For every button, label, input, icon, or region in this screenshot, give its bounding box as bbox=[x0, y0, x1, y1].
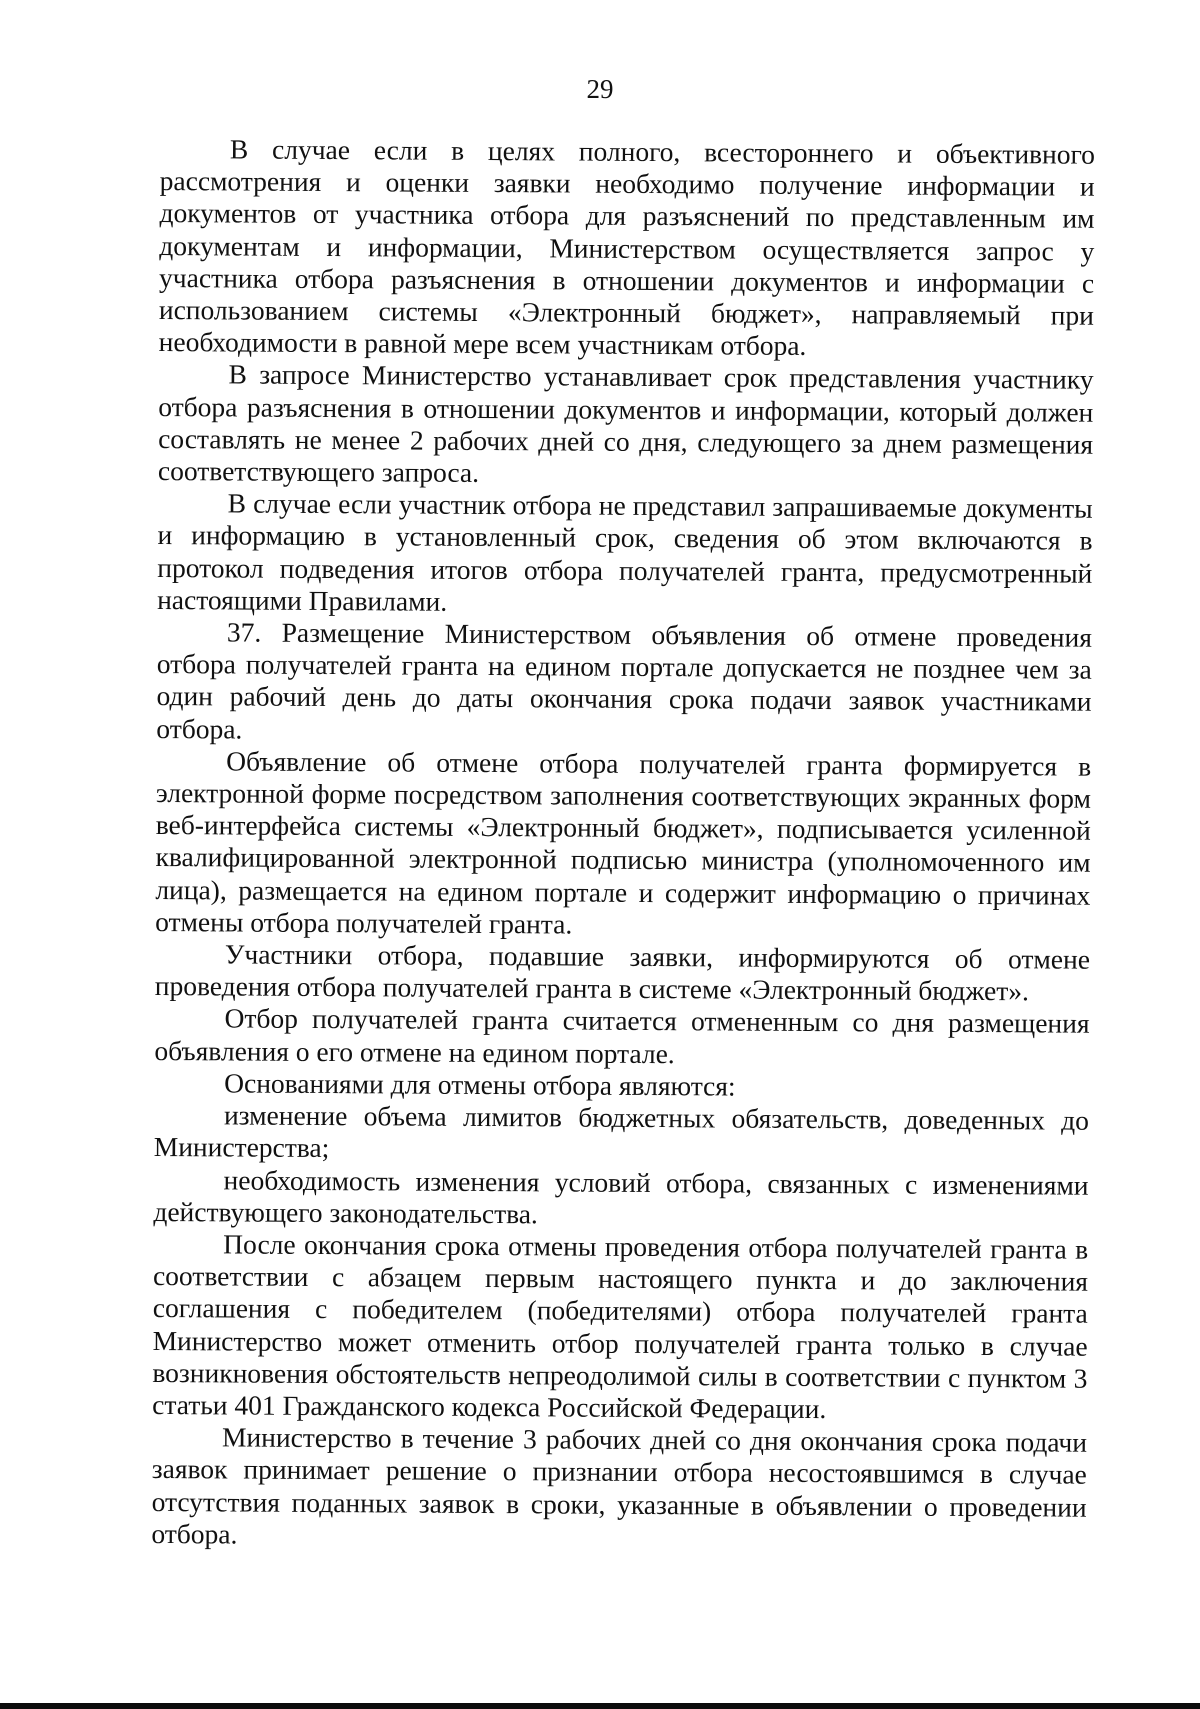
page-number: 29 bbox=[586, 74, 614, 104]
paragraph-cancellation-notice: 37. Размещение Министерством объявления об отмене проведения отбора получателей гранта на едином портале допускается не позднее чем за один рабочий день до даты окончания срока подачи заявок участниками отбора. bbox=[156, 616, 1093, 745]
paragraph-cancelled-date: Отбор получателей гранта считается отмененным со дня размещения объявления о его отмене на едином портале. bbox=[154, 1002, 1090, 1069]
paragraph-cancellation-form: Объявление об отмене отбора получателей гранта формируется в электронной форме посредством заполнения соответствующих экранных форм веб-интерфейса системы «Электронный бюджет», подписывается усиленной квалифицированной электронной подписью министра (уполномоченного им лица), размещается на едином портале и содержит информацию о причинах отмены отбора получателей гранта. bbox=[155, 745, 1092, 940]
paragraph-request-deadline: В запросе Министерство устанавливает срок представления участнику отбора разъяснения в отношении документов и информации, который должен составлять не менее 2 рабочих дней со дня, следующего за днем размещения соответствующего запроса. bbox=[157, 358, 1094, 488]
paragraph-ground-legislation: необходимость изменения условий отбора, связанных с изменениями действующего законодательства. bbox=[153, 1163, 1089, 1230]
paragraph-force-majeure: После окончания срока отмены проведения отбора получателей гранта в соответствии с абзацем первым настоящего пункта и до заключения соглашения с победителем (победителями) отбора получателей гранта Министерство может отменить отбор получателей гранта только в случае возникновения обстоятельств непреодолимой силы в соответствии с пунктом 3 статьи 401 Гражданского кодекса Российской Федерации. bbox=[152, 1228, 1089, 1425]
document-body bbox=[151, 133, 1095, 1556]
paragraph-grounds-heading: Основаниями для отмены отбора являются: bbox=[224, 1067, 736, 1102]
scan-border bbox=[0, 1703, 1200, 1709]
paragraph-failed-selection: Министерство в течение 3 рабочих дней со дня окончания срока подачи заявок принимает решение о признании отбора несостоявшимся в случае отсутствия поданных заявок в сроки, указанные в объявлении о проведении отбора. bbox=[151, 1421, 1088, 1550]
paragraph-clarification-request: В случае если в целях полного, всестороннего и объективного рассмотрения и оценки заявки необходимо получение информации и документов от участника отбора для разъяснений по представленным им документам и информации, Министерством осуществляется запрос у участника отбора разъяснения в отношении документов и информации с использованием системы «Электронный бюджет», направляемый при необходимости в равной мере всем участникам отбора. bbox=[158, 133, 1095, 362]
paragraph-missing-documents: В случае если участник отбора не представил запрашиваемые документы и информацию в установленный срок, сведения об этом включаются в протокол подведения итогов отбора получателей гранта, предусмотренный настоящими Правилами. bbox=[157, 487, 1093, 617]
paragraph-ground-limits: изменение объема лимитов бюджетных обязательств, доведенных до Министерства; bbox=[153, 1099, 1090, 1164]
paragraph-participants-informed: Участники отбора, подавшие заявки, информируются об отмене проведения отбора получателей гранта в системе «Электронный бюджет». bbox=[154, 938, 1091, 1007]
